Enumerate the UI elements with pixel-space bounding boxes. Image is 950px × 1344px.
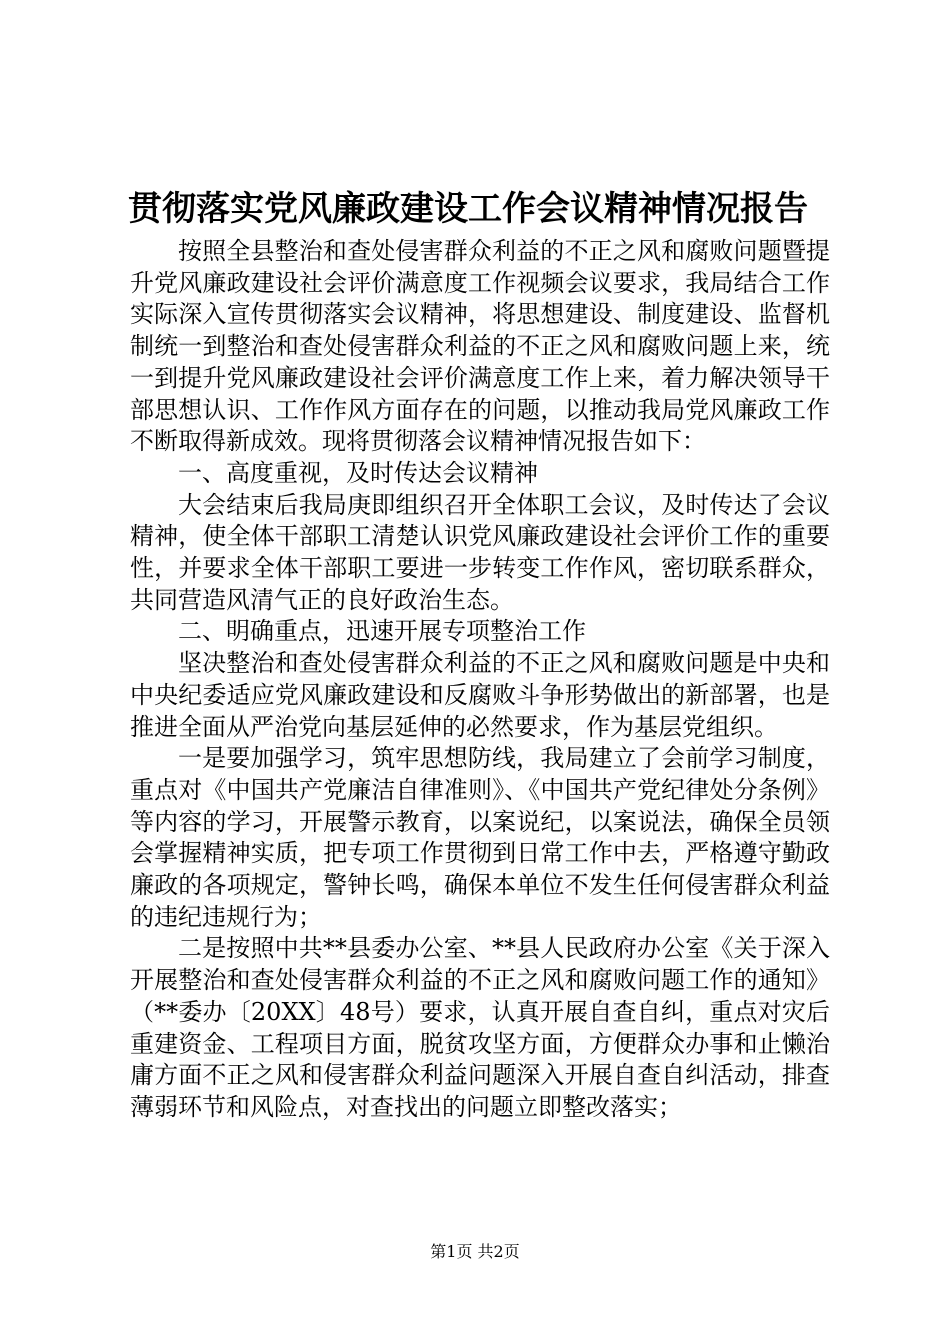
section-1-paragraph: 大会结束后我局庚即组织召开全体职工会议，及时传达了会议精神，使全体干部职工清楚认识党风廉政建设社会评价工作的重要性，并要求全体干部职工要进一步转变工作作风，密切联系群众，共同营造风清气正的良好政治生态。 — [130, 490, 830, 614]
intro-paragraph: 按照全县整治和查处侵害群众利益的不正之风和腐败问题暨提升党风廉政建设社会评价满意度工作视频会议要求，我局结合工作实际深入宣传贯彻落实会议精神，将思想建设、制度建设、监督机制统一到整治和查处侵害群众利益的不正之风和腐败问题上来，统一到提升党风廉政建设社会评价满意度工作上来，着力解决领导干部思想认识、工作作风方面存在的问题，以推动我局党风廉政工作不断取得新成效。现将贯彻落会议精神情况报告如下： — [130, 237, 830, 456]
section-2-paragraph: 坚决整治和查处侵害群众利益的不正之风和腐败问题是中央和中央纪委适应党风廉政建设和反腐败斗争形势做出的新部署，也是推进全面从严治党向基层延伸的必然要求，作为基层党组织。 — [130, 649, 830, 741]
page-footer: 第1页 共2页 — [430, 1242, 520, 1261]
point-1-paragraph: 一是要加强学习，筑牢思想防线，我局建立了会前学习制度，重点对《中国共产党廉洁自律准则》、《中国共产党纪律处分条例》等内容的学习，开展警示教育，以案说纪，以案说法，确保全员领会掌握精神实质，把专项工作贯彻到日常工作中去，严格遵守勤政廉政的各项规定，警钟长鸣，确保本单位不发生任何侵害群众利益的违纪违规行为； — [130, 744, 830, 931]
section-heading-2: 二、明确重点，迅速开展专项整治工作 — [178, 617, 586, 646]
section-heading-1: 一、高度重视，及时传达会议精神 — [178, 458, 538, 487]
document-title: 贯彻落实党风廉政建设工作会议精神情况报告 — [128, 189, 808, 229]
point-2-paragraph: 二是按照中共**县委办公室、**县人民政府办公室《关于深入开展整治和查处侵害群众利益的不正之风和腐败问题工作的通知》（**委办〔20XX〕48号）要求，认真开展自查自纠，重点对灾后重建资金、工程项目方面，脱贫攻坚方面，方便群众办事和止懒治庸方面不正之风和侵害群众利益问题深入开展自查自纠活动，排查薄弱环节和风险点，对查找出的问题立即整改落实； — [130, 934, 830, 1121]
document-body — [130, 236, 830, 1124]
